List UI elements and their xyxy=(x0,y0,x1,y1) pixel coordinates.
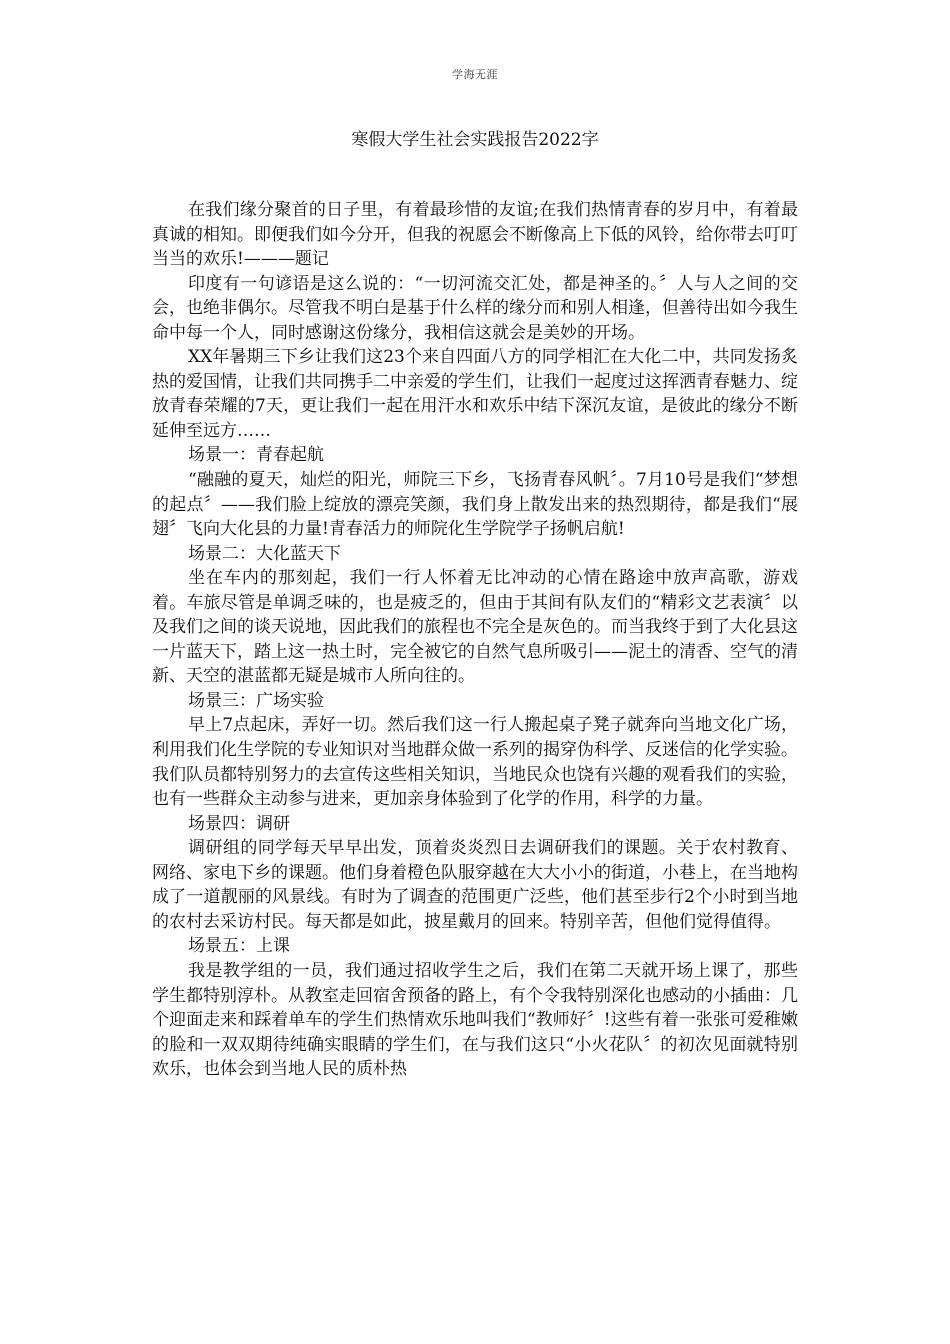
paragraph: 在我们缘分聚首的日子里，有着最珍惜的友谊;在我们热情青春的岁月中，有着最真诚的相知。即便我们如今分开，但我的祝愿会不断像高上下低的风铃，给你带去叮叮当当的欢乐!———题记 xyxy=(152,200,798,270)
section-heading: 场景四：调研 xyxy=(188,813,290,834)
paragraph: 我是教学组的一员，我们通过招收学生之后，我们在第二天就开场上课了，那些学生都特别淳朴。从教室走回宿舍预备的路上，有个令我特别深化也感动的小插曲：几个迎面走来和踩着单车的学生们热情欢乐地叫我们“教师好〞!这些有着一张张可爱稚嫩的脸和一双双期待纯确实眼睛的学生们，在与我们这只“小火花队〞的初次见面就特别欢乐，也体会到当地人民的质朴热 xyxy=(152,960,798,1080)
page-header: 学海无涯 xyxy=(452,68,498,81)
section-heading: 场景一：青春起航 xyxy=(188,445,324,466)
paragraph: “融融的夏天，灿烂的阳光，师院三下乡，飞扬青春风帆〞。7月10号是我们“梦想的起点〞——我们脸上绽放的漂亮笑颜，我们身上散发出来的热烈期待，都是我们“展翅〞飞向大化县的力量!青春活力的师院化生学院学子扬帆启航! xyxy=(152,470,798,540)
paragraph: 调研组的同学每天早早出发，顶着炎炎烈日去调研我们的课题。关于农村教育、网络、家电下乡的课题。他们身着橙色队服穿越在大大小小的街道，小巷上，在当地构成了一道靓丽的风景线。有时为了调查的范围更广泛些，他们甚至步行2个小时到当地的农村去采访村民。每天都是如此，披星戴月的回来。特别辛苦，但他们觉得值得。 xyxy=(152,838,798,932)
section-heading: 场景二：大化蓝天下 xyxy=(188,543,341,564)
document-body xyxy=(152,198,798,1082)
section-heading: 场景五：上课 xyxy=(188,936,290,957)
section-heading: 场景三：广场实验 xyxy=(188,690,324,711)
paragraph: 坐在车内的那刻起，我们一行人怀着无比冲动的心情在路途中放声高歌，游戏着。车旅尽管是单调乏味的，也是疲乏的，但由于其间有队友们的“精彩文艺表演〞以及我们之间的谈天说地，因此我们的旅程也不完全是灰色的。而当我终于到了大化县这一片蓝天下，踏上这一热土时，完全被它的自然气息所吸引——泥土的清香、空气的清新、天空的湛蓝都无疑是城市人所向往的。 xyxy=(152,568,798,687)
paragraph: 早上7点起床，弄好一切。然后我们这一行人搬起桌子凳子就奔向当地文化广场，利用我们化生学院的专业知识对当地群众做一系列的揭穿伪科学、反迷信的化学实验。我们队员都特别努力的去宣传这些相关知识，当地民众也饶有兴趣的观看我们的实验，也有一些群众主动参与进来，更加亲身体验到了化学的作用，科学的力量。 xyxy=(152,715,798,810)
paragraph: XX年暑期三下乡让我们这23个来自四面八方的同学相汇在大化二中，共同发扬炙热的爱国情，让我们共同携手二中亲爱的学生们，让我们一起度过这挥洒青春魅力、绽放青春荣耀的7天，更让我们一起在用汗水和欢乐中结下深沉友谊，是彼此的缘分不断延伸至远方…… xyxy=(152,347,798,441)
document-title: 寒假大学生社会实践报告2022字 xyxy=(351,130,599,150)
paragraph: 印度有一句谚语是这么说的：“一切河流交汇处，都是神圣的。〞人与人之间的交会，也绝非偶尔。尽管我不明白是基于什么样的缘分而和别人相逢，但善待出如今我生命中每一个人，同时感谢这份缘分，我相信这就会是美妙的开场。 xyxy=(152,273,798,343)
